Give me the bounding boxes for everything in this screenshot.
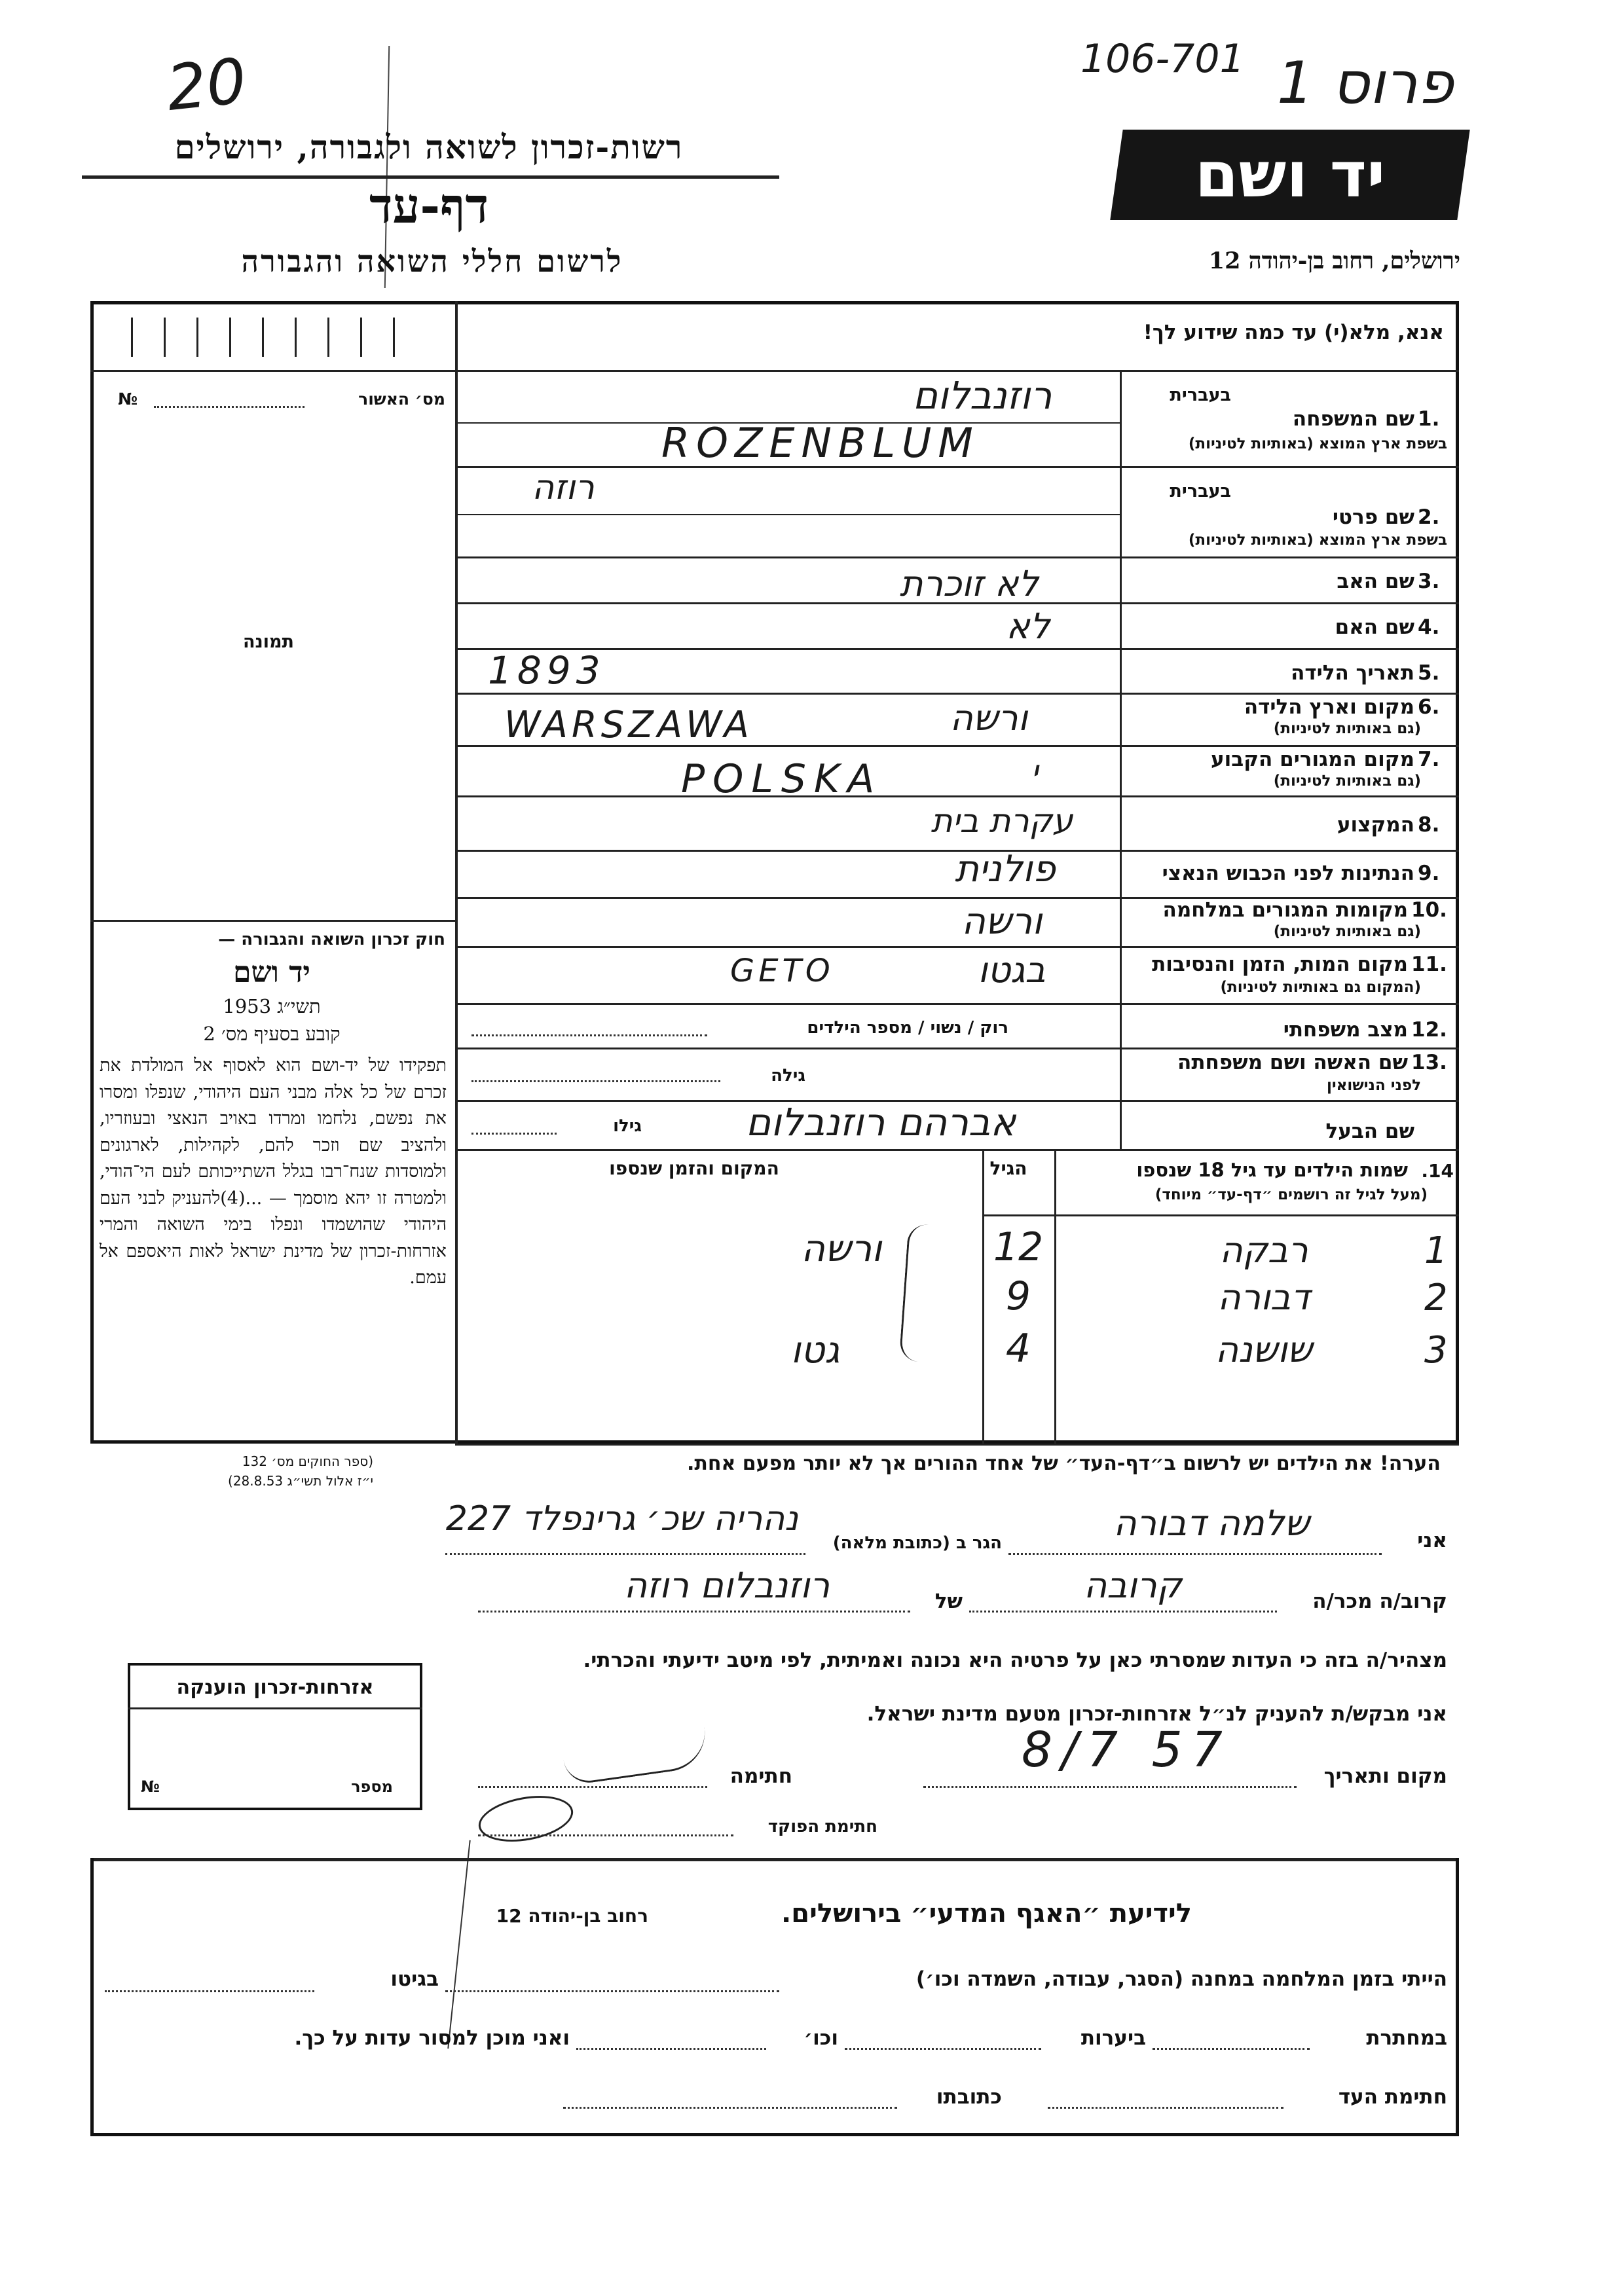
- signature-label: חתימה: [729, 1764, 792, 1788]
- field-10-hint: (גם באותיות לטיניות): [1273, 923, 1421, 940]
- citizenship-box-number-prefix: №: [141, 1777, 160, 1796]
- clerk-signature-label: חתימת הפוקד: [767, 1817, 877, 1836]
- row-line: [455, 693, 1459, 695]
- archive-underground-label: במחתרת: [1366, 2026, 1447, 2050]
- archive-forests-label: ביערות: [1080, 2026, 1146, 2050]
- yad-vashem-logo: יד ושם: [1110, 130, 1469, 220]
- field-2-latin-hint: בשפת ארץ המוצא (באותיות לטיניות): [1188, 532, 1447, 549]
- signature-mark: [561, 1719, 710, 1786]
- archive-ghetto-label: בגיטו: [390, 1967, 439, 1991]
- field-13-hint: לפני הנישואין: [1327, 1077, 1421, 1094]
- of-label: של: [934, 1590, 963, 1613]
- husband-name: אברהם רוזנבלום: [745, 1100, 1016, 1144]
- field-9-number: 9.: [1418, 862, 1440, 885]
- child-row-age: 12: [993, 1224, 1044, 1270]
- field-2-label: שם פרטי: [1332, 505, 1414, 529]
- children-label: שמות הילדים עד גיל 18 שנספו: [1136, 1159, 1408, 1181]
- photo-box-bottom: [90, 920, 455, 922]
- handwritten-reference: 106-701: [1080, 36, 1245, 82]
- child-row-name: שושנה: [1215, 1329, 1313, 1370]
- law-reference-1: (ספר החוקים מס׳ 132: [242, 1453, 373, 1469]
- field-8-label: המקצוע: [1337, 813, 1414, 837]
- approval-number-label: מס׳ האשור: [358, 390, 445, 409]
- field-10-label: מקומות המגורים במלחמה: [1162, 898, 1408, 922]
- child-row-place: גטו: [790, 1329, 840, 1372]
- husband-label: שם הבעל: [1325, 1120, 1414, 1143]
- photo-label: תמונה: [242, 632, 295, 652]
- archive-willing-label: ואני מוכן למסור עדות על כך.: [294, 2026, 570, 2050]
- birth-place: WARSZAWA: [504, 704, 753, 746]
- field-1-label: שם המשפחה: [1292, 407, 1414, 431]
- archive-camp-label: הייתי בזמן המלחמה במחנה (הסגר, עבודה, השמדה וכו׳): [915, 1967, 1447, 1991]
- first-name-hebrew: רוזה: [532, 468, 595, 507]
- field-8-number: 8.: [1418, 813, 1440, 837]
- children-note: הערה! את הילדים יש לרשום ב״דף-העד״ של אחד ההורים אך לא יותר מפעם אחת.: [687, 1452, 1441, 1475]
- child-row-index: 3: [1424, 1329, 1448, 1372]
- authority-name: רשות-זכרון לשואה ולגבורה, ירושלים: [174, 128, 684, 166]
- field-2-hebrew-hint: בעברית: [1170, 481, 1231, 501]
- relative-line: [969, 1611, 1277, 1613]
- field-7-hint: (גם באותיות לטיניות): [1273, 773, 1421, 790]
- row-line: [455, 648, 1459, 650]
- note-rule: [455, 1444, 1459, 1446]
- archive-title: לידיעת ״האגף המדעי״ בירושלים.: [781, 1899, 1192, 1929]
- archive-witness-signature-label: חתימת העד: [1338, 2085, 1447, 2109]
- citizenship-request: אני מבקש/ת להעניק לנ״ל אזרחות-זכרון מטעם מדינת ישראל.: [866, 1702, 1447, 1726]
- sub-row-line: [455, 514, 1120, 515]
- request-rule: [90, 370, 1459, 372]
- citizenship-box-number-label: מספר: [351, 1777, 393, 1796]
- mother-name: לא: [1006, 606, 1050, 647]
- archive-etc-label: וכו׳: [803, 2026, 838, 2050]
- relative-value: קרובה: [1083, 1565, 1182, 1606]
- row-line: [455, 1149, 1459, 1151]
- war-residence: ורשה: [961, 900, 1043, 943]
- child-row-index: 1: [1424, 1230, 1448, 1272]
- approval-number-line: [154, 406, 304, 408]
- resident-label: הגר ב (כתובת מלאה): [832, 1533, 1002, 1553]
- wife-age-line: [471, 1080, 720, 1082]
- approval-number-prefix: №: [118, 390, 138, 409]
- field-3-label: שם האב: [1337, 570, 1414, 593]
- row-line: [455, 1048, 1459, 1049]
- field-13-number: 13.: [1411, 1051, 1447, 1074]
- left-column-divider: [455, 301, 458, 1444]
- family-name-hebrew: רוזנבלום: [912, 373, 1052, 418]
- field-7-number: 7.: [1418, 748, 1440, 771]
- field-6-hint: (גם באותיות לטיניות): [1273, 720, 1421, 737]
- child-row-age: 4: [1005, 1326, 1031, 1372]
- death-place: GETO: [730, 953, 834, 989]
- place-date-value: 8/7 57: [1022, 1722, 1232, 1778]
- row-line: [455, 795, 1459, 797]
- archive-address: רחוב בן-יהודה 12: [496, 1905, 648, 1927]
- child-row-index: 2: [1424, 1277, 1448, 1319]
- law-year: תשי״ג 1953: [223, 995, 321, 1017]
- children-hint: (מעל לגיל זה רושמים ״דף-עד״ מיוחד): [1154, 1186, 1428, 1203]
- field-7-label: מקום המגורים הקבוע: [1211, 748, 1414, 771]
- of-line: [478, 1611, 910, 1613]
- tick-marks: [131, 318, 426, 357]
- field-3-number: 3.: [1418, 570, 1440, 593]
- field-11-hint: (המקום גם באותיות לטיניות): [1220, 979, 1421, 996]
- resident-address: נהריה שכ׳ גרינפלד 227: [445, 1499, 799, 1539]
- residence-mark: י: [1031, 753, 1039, 791]
- signature-line: [478, 1786, 707, 1788]
- profession: עקרת בית: [931, 802, 1073, 840]
- field-5-label: תאריך הלידה: [1291, 661, 1414, 685]
- field-1-number: 1.: [1418, 407, 1440, 431]
- citizenship: פולנית: [955, 848, 1056, 890]
- declarant-label: אני: [1417, 1529, 1447, 1552]
- child-row-name: דבורה: [1217, 1277, 1310, 1318]
- field-13-label: שם האשה ושם משפחתה: [1177, 1051, 1408, 1074]
- field-1-latin-hint: בשפת ארץ המוצא (באותיות לטיניות): [1188, 435, 1447, 452]
- field-10-number: 10.: [1411, 898, 1447, 922]
- death-place-hebrew: בגטו: [978, 949, 1046, 991]
- field-6-number: 6.: [1418, 695, 1440, 719]
- law-title: חוק זכרון השואה והגבורה —: [218, 930, 445, 949]
- place-date-line: [923, 1786, 1297, 1788]
- residence: POLSKA: [681, 756, 883, 802]
- citizenship-box-title: אזרחות-זכרון הוענקה: [176, 1676, 374, 1699]
- archive-address-label: כתובתו: [936, 2085, 1002, 2109]
- field-4-label: שם האם: [1335, 615, 1414, 639]
- family-status-line: [471, 1034, 707, 1036]
- declarant-line: [1008, 1553, 1382, 1555]
- field-11-number: 11.: [1411, 953, 1447, 976]
- husband-age-label: גילו: [613, 1116, 642, 1136]
- husband-age-line: [471, 1133, 557, 1135]
- field-12-number: 12.: [1411, 1018, 1447, 1042]
- field-4-number: 4.: [1418, 615, 1440, 639]
- resident-line: [445, 1553, 805, 1555]
- of-value: רוזנבלום רוזה: [623, 1565, 830, 1606]
- law-name: יד ושם: [233, 956, 310, 989]
- row-line: [455, 946, 1459, 948]
- child-row-name: רבקה: [1219, 1230, 1308, 1271]
- declaration-statement: מצהיר/ה בזה כי העדות שמסרתי כאן על פרטיה היא נכונה ואמיתית, לפי מיטב ידיעתי והכרתי.: [583, 1649, 1447, 1672]
- archive-frame: [90, 1858, 1459, 2136]
- child-row-age: 9: [1005, 1273, 1031, 1319]
- field-1-hebrew-hint: בעברית: [1170, 385, 1231, 405]
- clerk-signature-mark: [475, 1789, 576, 1848]
- label-column-divider: [1120, 370, 1122, 1149]
- logo-address: ירושלים, רחוב בן-יהודה 12: [1208, 247, 1460, 274]
- citizenship-box-rule: [128, 1707, 422, 1709]
- birth-place-hebrew: ורשה: [950, 697, 1028, 738]
- handwritten-number: 20: [163, 45, 250, 126]
- children-col-divider: [1054, 1149, 1056, 1444]
- form-subtitle: לרשום חללי השואה והגבורה: [241, 244, 623, 279]
- field-2-number: 2.: [1418, 505, 1440, 529]
- law-reference-2: י״ז אלול תשי״ג 28.8.53): [228, 1473, 373, 1489]
- family-name-latin: ROZENBLUM: [661, 419, 980, 467]
- children-age-header: הגיל: [989, 1157, 1027, 1179]
- field-6-label: מקום וארץ הלידה: [1244, 695, 1414, 719]
- handwritten-top-right: פרוס 1: [1277, 49, 1454, 117]
- children-header-rule: [982, 1214, 1459, 1216]
- father-name: לא זוכרת: [900, 563, 1039, 604]
- field-12-label: מצב משפחתי: [1283, 1018, 1408, 1042]
- wife-age-label: גילה: [771, 1066, 805, 1085]
- children-number: 14.: [1421, 1160, 1454, 1182]
- fill-request: אנא, מלא(י) עד כמה שידוע לך!: [1143, 321, 1444, 344]
- law-body: תפקידו של יד-ושם הוא לאסוף אל המולדת את זכרם של כל אלה מבני העם היהודי, שנפלו ומסרו את נפשם, נלחמו ומרדו באויב הנאצי ובעוזריו, ולהציב שם וזכר להם, לקהילות, לארגונים ולמוסדות שנח־רבו בגלל השתייכותם לעם הי־הודי, ולמטרה זו יהא מוסמך — ...(4)להעניק לבני העם היהודי שהושמדו ונפלו בימי השואה והמרי אזרחות-זכרון של מדינת ישראל לאות היאספם אל עמם.: [100, 1055, 447, 1288]
- children-place-header: המקום והזמן שנספו: [609, 1157, 779, 1179]
- field-11-label: מקום המות, הזמן והנסיבות: [1152, 953, 1408, 976]
- row-line: [455, 556, 1459, 558]
- declarant-name: שלמה דבורה: [1113, 1503, 1310, 1544]
- form-title: דף-עד: [369, 178, 489, 234]
- family-status-options: רוק / נשוי / מספר הילדים: [807, 1018, 1008, 1038]
- birth-date: 1893: [488, 648, 606, 693]
- place-date-label: מקום ותאריך: [1323, 1764, 1447, 1788]
- field-5-number: 5.: [1418, 661, 1440, 685]
- child-row-place: ורשה: [801, 1228, 882, 1270]
- law-clause: קובע בסעיף מס׳ 2: [203, 1023, 341, 1045]
- relative-label: קרוב/ה מכר/ה: [1312, 1590, 1447, 1613]
- row-line: [455, 1003, 1459, 1005]
- field-9-label: הנתינות לפני הכבוש הנאצי: [1162, 862, 1414, 885]
